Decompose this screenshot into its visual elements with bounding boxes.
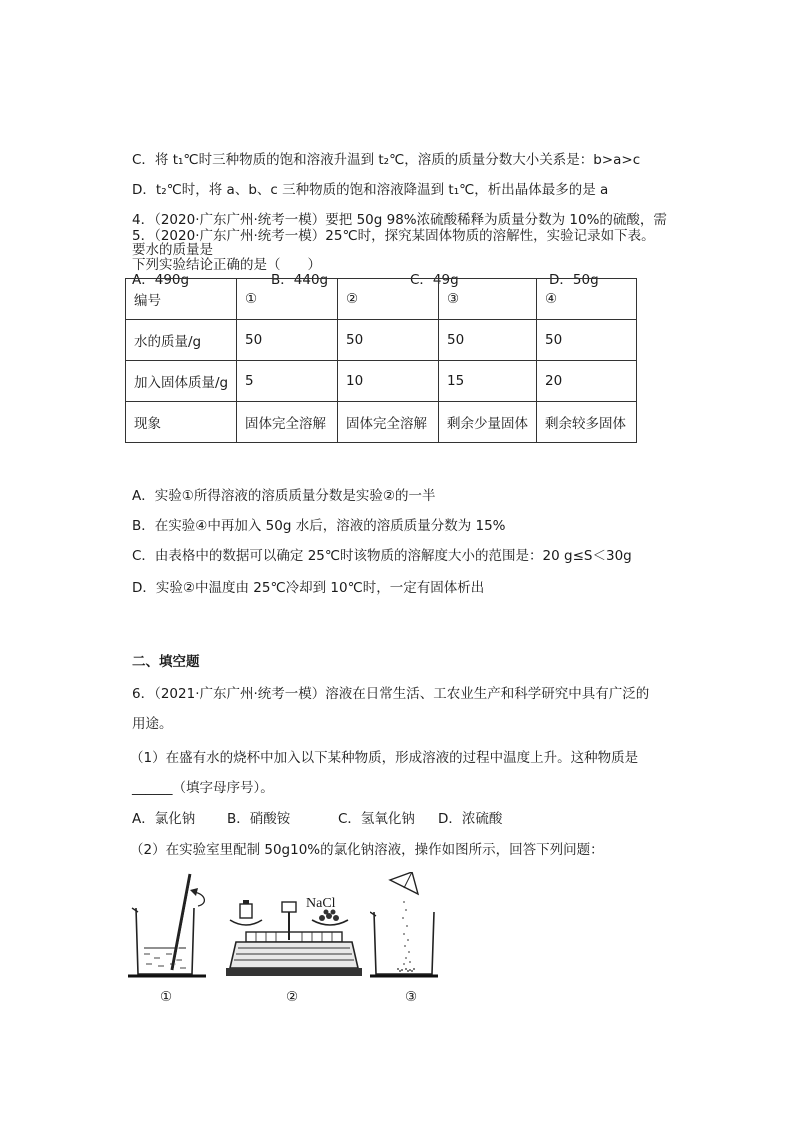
pouring-beaker-icon bbox=[370, 872, 440, 980]
text-line-d: D．t₂℃时，将 a、b、c 三种物质的饱和溶液降温到 t₁℃，析出晶体最多的是 a bbox=[132, 182, 609, 198]
table-cell: ③ bbox=[439, 279, 537, 320]
table-cell: 水的质量/g bbox=[126, 320, 237, 361]
table-cell: 50 bbox=[439, 320, 537, 361]
question-6-line1: 6．（2021·广东广州·统考一模）溶液在日常生活、工农业生产和科学研究中具有广泛的 bbox=[132, 686, 650, 702]
question-6-sub1-line1: （1）在盛有水的烧杯中加入以下某种物质，形成溶液的过程中温度上升。这种物质是 bbox=[130, 750, 639, 766]
table-cell: 20 bbox=[537, 361, 637, 402]
table-cell: 剩余少量固体 bbox=[439, 402, 537, 443]
beaker-stirring-icon bbox=[128, 872, 214, 980]
figure-balance bbox=[226, 872, 362, 980]
q5-option-a: A．实验①所得溶液的溶质质量分数是实验②的一半 bbox=[132, 488, 436, 504]
table-cell: 固体完全溶解 bbox=[237, 402, 338, 443]
q5-option-b: B．在实验④中再加入 50g 水后，溶液的溶质质量分数为 15% bbox=[132, 518, 506, 534]
table-cell: 50 bbox=[237, 320, 338, 361]
text-line-c: C．将 t₁℃时三种物质的饱和溶液升温到 t₂℃，溶质的质量分数大小关系是：b>a>c bbox=[132, 152, 641, 168]
table-row bbox=[126, 279, 637, 320]
q5-option-c: C．由表格中的数据可以确定 25℃时该物质的溶解度大小的范围是：20 g≤S＜30g bbox=[132, 548, 632, 564]
balance-scale-icon bbox=[226, 872, 362, 980]
question-6-options bbox=[132, 809, 692, 829]
table-cell: ① bbox=[237, 279, 338, 320]
question-4-line2: 要水的质量是 bbox=[132, 242, 213, 258]
table-cell: 现象 bbox=[126, 402, 237, 443]
q6-option-c: C．氢氧化钠 bbox=[338, 811, 415, 827]
q4-option-c: C．49g bbox=[410, 272, 459, 288]
figure-label-2: ② bbox=[286, 989, 299, 1005]
table-cell: 加入固体质量/g bbox=[126, 361, 237, 402]
figure-beaker-stirring bbox=[128, 872, 214, 980]
table-cell: 15 bbox=[439, 361, 537, 402]
question-5-line-a: 5．（2020·广东广州·统考一模）25℃时，探究某固体物质的溶解性，实验记录如下表。 bbox=[132, 228, 655, 244]
q4-option-d: D．50g bbox=[549, 272, 599, 288]
table-row bbox=[126, 361, 637, 402]
q5-option-d: D．实验②中温度由 25℃冷却到 10℃时，一定有固体析出 bbox=[132, 580, 485, 596]
table-cell: 50 bbox=[338, 320, 439, 361]
q6-option-d: D．浓硫酸 bbox=[438, 811, 503, 827]
figure-label-3: ③ bbox=[405, 989, 418, 1005]
table-row bbox=[126, 320, 637, 361]
table-cell: 5 bbox=[237, 361, 338, 402]
table-cell: 固体完全溶解 bbox=[338, 402, 439, 443]
question-6-line2: 用途。 bbox=[132, 716, 173, 732]
table-cell: 编号 bbox=[126, 279, 237, 320]
table-cell: ② bbox=[338, 279, 439, 320]
section-title: 二、填空题 bbox=[132, 654, 200, 670]
q4-option-b: B．440g bbox=[271, 272, 329, 288]
table-row bbox=[126, 402, 637, 443]
nacl-label: NaCl bbox=[306, 896, 336, 911]
question-5-line-b: 下列实验结论正确的是（ ） bbox=[132, 257, 321, 273]
question-6-sub2: （2）在实验室里配制 50g10%的氯化钠溶液，操作如图所示，回答下列问题： bbox=[130, 842, 604, 858]
figure-label-1: ① bbox=[160, 989, 173, 1005]
table-cell: 剩余较多固体 bbox=[537, 402, 637, 443]
q6-option-b: B．硝酸铵 bbox=[227, 811, 291, 827]
experiment-table bbox=[125, 278, 637, 443]
question-6-sub1-line2: ______（填字母序号）。 bbox=[132, 780, 274, 796]
table-cell: ④ bbox=[537, 279, 637, 320]
table-cell: 50 bbox=[537, 320, 637, 361]
question-4-line1: 4．（2020·广东广州·统考一模）要把 50g 98%浓硫酸稀释为质量分数为 10%的硫酸，需 bbox=[132, 212, 667, 228]
q4-option-a: A．490g bbox=[132, 272, 190, 288]
figure-pouring bbox=[370, 872, 440, 980]
table-cell: 10 bbox=[338, 361, 439, 402]
q6-option-a: A．氯化钠 bbox=[132, 811, 196, 827]
